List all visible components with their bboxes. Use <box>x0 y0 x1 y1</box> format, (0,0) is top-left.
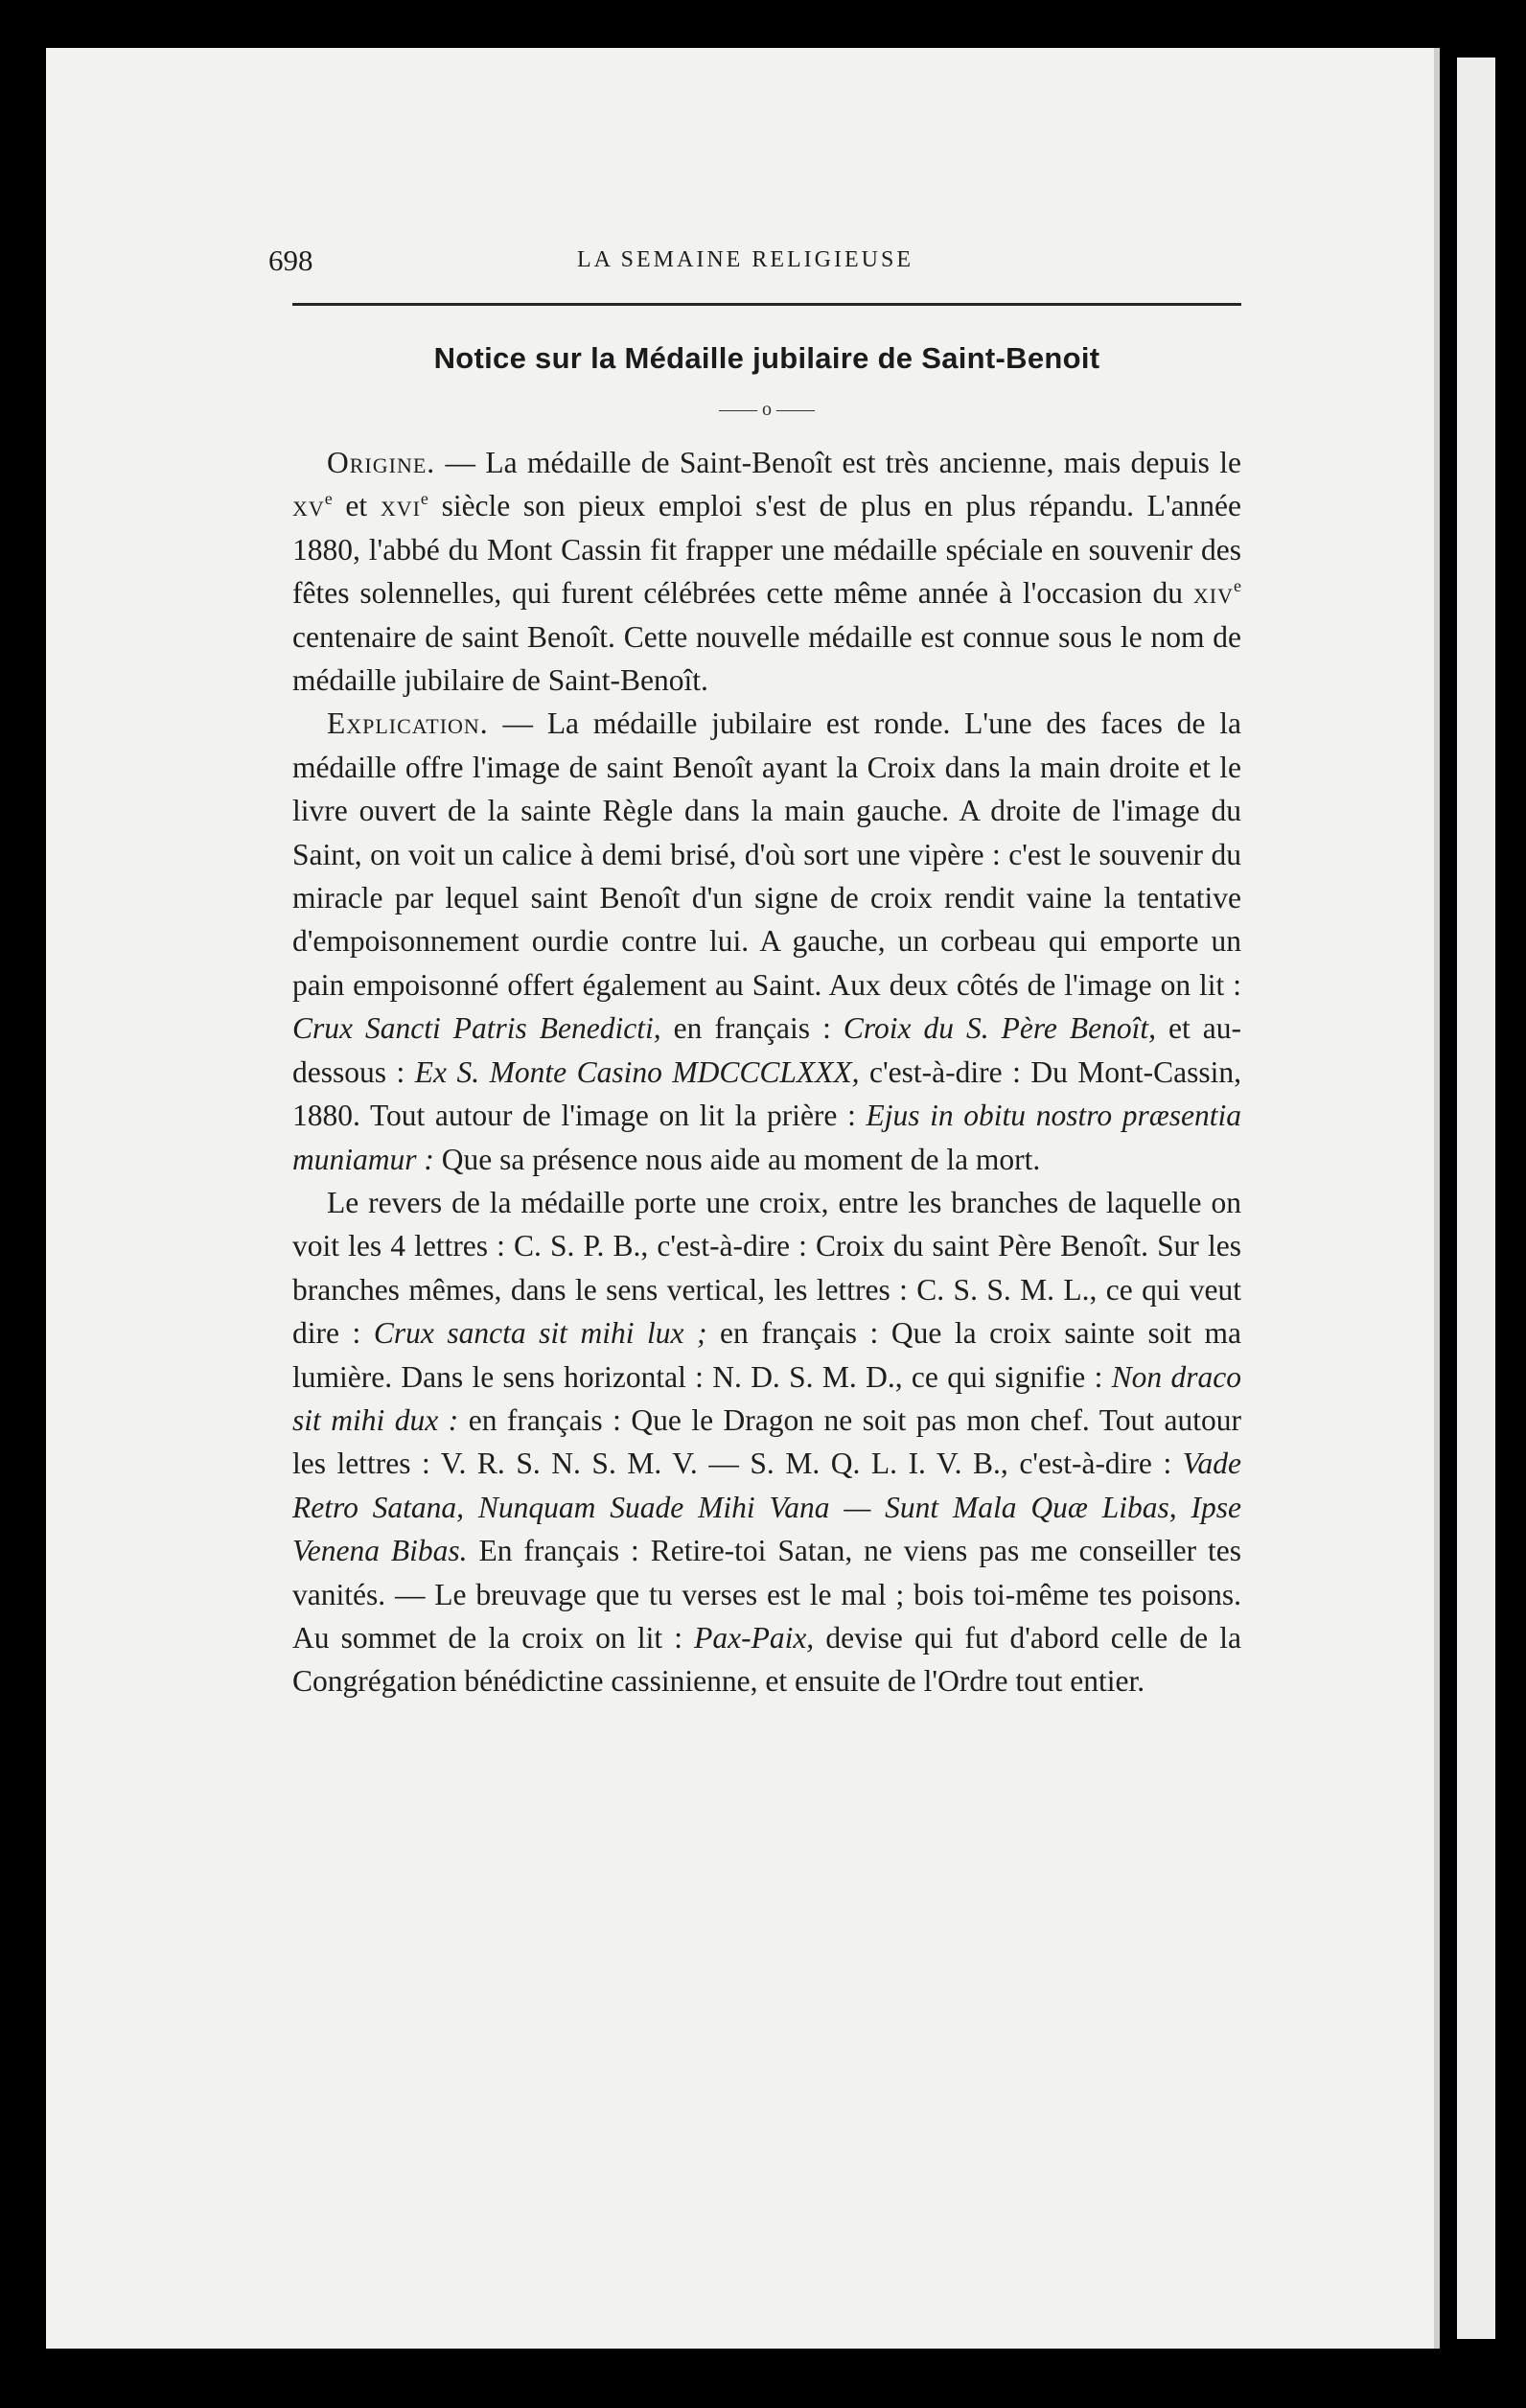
paragraph-origine <box>292 441 1241 702</box>
paragraph-revers <box>292 1181 1241 1703</box>
article-title: Notice sur la Médaille jubilaire de Saint-Benoit <box>433 341 1100 375</box>
text-run: En français : Retire-toi Satan, ne viens pas me conseiller tes vanités. — Le breuvage que tu verses est le mal ; bois toi-même tes poisons. Au sommet de la croix on lit : <box>292 1534 1241 1655</box>
text-run: c'est-à-dire : Du Mont-Cassin, 1880. Tout autour de l'image on lit la prière : <box>292 1054 1241 1133</box>
latin-inscription: Ex S. Monte Casino MDCCCLXXX, <box>414 1054 860 1089</box>
text-run: centenaire de saint Benoît. Cette nouvelle médaille est connue sous le nom de médaille jubilaire de Saint-Benoît. <box>292 619 1241 698</box>
ordinal-superscript: e <box>1234 576 1241 596</box>
latin-inscription: Vade Retro Satana, Nunquam Suade Mihi Vana — Sunt Mala Quæ Libas, Ipse Venena Bibas. <box>292 1447 1241 1568</box>
page-header <box>249 243 1241 289</box>
text-run: en français : Que le Dragon ne soit pas mon chef. Tout autour les lettres : V. R. S. N. S. M. V. — S. M. Q. L. I. V. B., c'est-à-dire : <box>292 1402 1241 1481</box>
text-run: en français : <box>660 1011 844 1046</box>
title-separator: —— o —— <box>719 399 815 420</box>
text-run: siècle son pieux emploi s'est de plus en plus répandu. L'année 1880, l'abbé du Mont Cassin fit frapper une médaille spéciale en souvenir des fêtes solennelles, qui furent célébrées cette même année à l'occasion du <box>292 489 1242 611</box>
text-run: en français : Que la croix sainte soit ma lumière. Dans le sens horizontal : N. D. S. M. D., ce qui signifie : <box>292 1316 1241 1394</box>
text-run: Le revers de la médaille porte une croix, entre les branches de laquelle on voit les 4 lettres : C. S. P. B., c'est-à-dire : Croix du saint Père Benoît. Sur les branches mêmes, dans le sens vertical, les lettres : C. S. S. M. L., ce qui veut dire : <box>292 1185 1241 1351</box>
text-run: et au-dessous : <box>292 1011 1241 1089</box>
latin-inscription: Crux Sancti Patris Benedicti, <box>292 1011 661 1046</box>
text-run: — La médaille de Saint-Benoît est très ancienne, mais depuis le <box>435 446 1241 479</box>
paragraph-explication <box>292 702 1241 1180</box>
running-title: LA SEMAINE RELIGIEUSE <box>577 247 913 272</box>
century-numeral: xv <box>292 489 325 523</box>
section-heading-explication: Explication. <box>327 706 489 741</box>
latin-inscription: Crux sancta sit mihi lux ; <box>373 1316 707 1351</box>
french-translation: Croix du S. Père Benoît, <box>843 1011 1157 1046</box>
text-run: Que sa présence nous aide au moment de la mort. <box>433 1142 1041 1176</box>
adjacent-page-edge <box>1457 58 1495 2339</box>
latin-motto: Pax-Paix, <box>694 1620 815 1655</box>
latin-inscription: Non draco sit mihi dux : <box>292 1359 1242 1437</box>
century-numeral: xiv <box>1192 576 1234 611</box>
section-heading-origine: Origine. <box>327 446 436 479</box>
ordinal-superscript: e <box>324 489 333 509</box>
text-run: — La médaille jubilaire est ronde. L'une des faces de la médaille offre l'image de saint Benoît ayant la Croix dans la main droite et le livre ouvert de la sainte Règle dans la main gauche. A droite de l'image du Saint, on voit un calice à demi brisé, d'où sort une vipère : c'est le souvenir du miracle par lequel saint Benoît d'un signe de croix rendit vaine la tentative d'empoisonnement ourdie contre lui. A gauche, un corbeau qui emporte un pain empoisonné offert également au Saint. Aux deux côtés de l'image on lit : <box>292 706 1241 1002</box>
page-number: 698 <box>268 243 313 277</box>
header-rule <box>292 303 1241 306</box>
ordinal-superscript: e <box>420 489 428 509</box>
article-body <box>292 441 1241 1703</box>
century-numeral: xvi <box>380 489 421 523</box>
text-run: devise qui fut d'abord celle de la Congrégation bénédictine cassinienne, et ensuite de l'Ordre tout entier. <box>292 1620 1241 1699</box>
latin-prayer: Ejus in obitu nostro præsentia muniamur : <box>292 1099 1241 1176</box>
text-run: et <box>332 489 381 523</box>
